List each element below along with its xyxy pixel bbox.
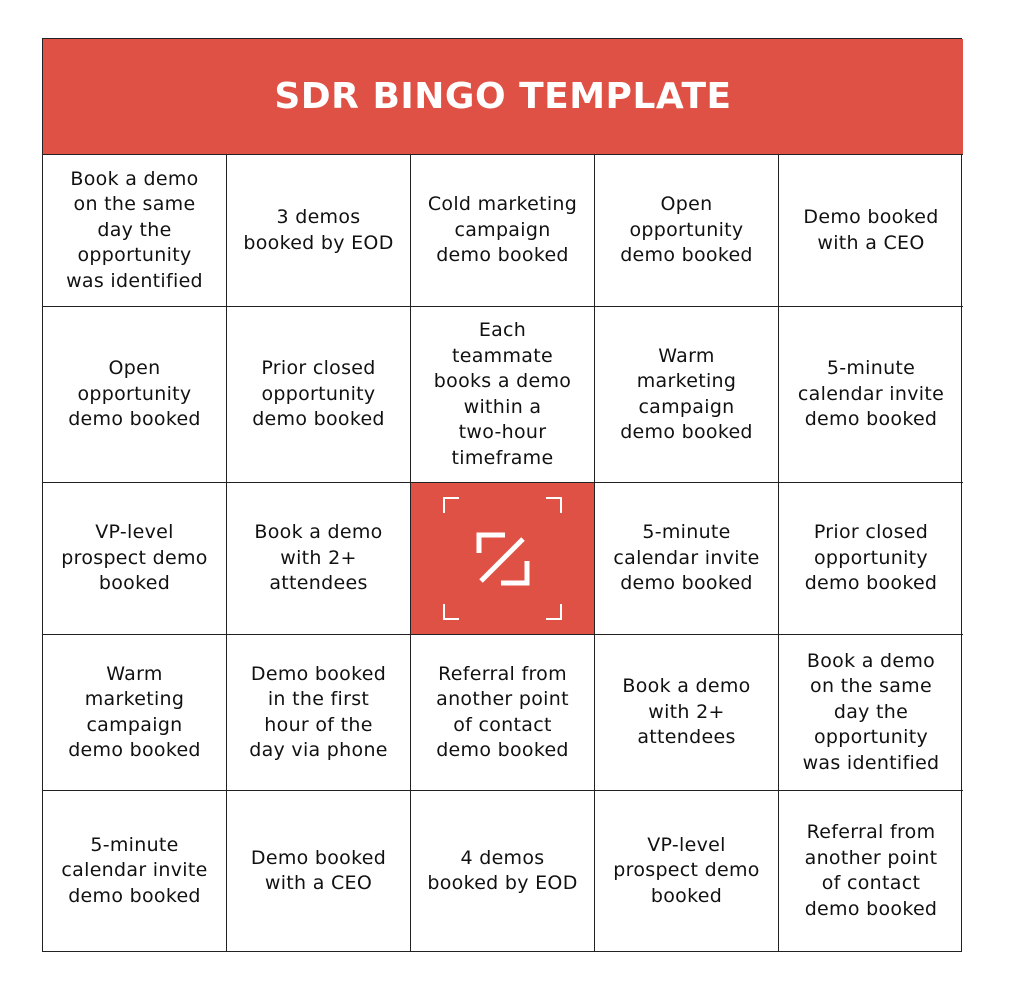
bingo-cell-r4c5: Book a demo on the same day the opportunity was identified <box>779 635 963 791</box>
bingo-cell-r3c5: Prior closed opportunity demo booked <box>779 483 963 635</box>
bingo-cell-r1c1: Book a demo on the same day the opportunity was identified <box>43 155 227 307</box>
bingo-cell-r4c3: Referral from another point of contact demo booked <box>411 635 595 791</box>
frame-corner-bottom-right <box>546 604 562 620</box>
bingo-cell-r5c1: 5-minute calendar invite demo booked <box>43 791 227 951</box>
bingo-cell-r4c2: Demo booked in the first hour of the day via phone <box>227 635 411 791</box>
free-space-cell <box>411 483 595 635</box>
bingo-cell-r2c3: Each teammate books a demo within a two-hour timeframe <box>411 307 595 483</box>
bingo-cell-r5c3: 4 demos booked by EOD <box>411 791 595 951</box>
bingo-cell-r1c5: Demo booked with a CEO <box>779 155 963 307</box>
bingo-cell-r1c2: 3 demos booked by EOD <box>227 155 411 307</box>
bingo-cell-r5c2: Demo booked with a CEO <box>227 791 411 951</box>
frame-corner-top-left <box>443 497 459 513</box>
bingo-cell-r3c4: 5-minute calendar invite demo booked <box>595 483 779 635</box>
bingo-cell-r2c4: Warm marketing campaign demo booked <box>595 307 779 483</box>
bingo-cell-r3c2: Book a demo with 2+ attendees <box>227 483 411 635</box>
title-banner <box>43 39 963 155</box>
bingo-cell-r1c3: Cold marketing campaign demo booked <box>411 155 595 307</box>
bingo-board <box>42 38 962 952</box>
frame-corner-bottom-left <box>443 604 459 620</box>
bingo-cell-r3c1: VP-level prospect demo booked <box>43 483 227 635</box>
bingo-cell-r4c1: Warm marketing campaign demo booked <box>43 635 227 791</box>
bingo-cell-r2c1: Open opportunity demo booked <box>43 307 227 483</box>
page-title: SDR BINGO TEMPLATE <box>274 76 732 117</box>
bingo-cell-r5c4: VP-level prospect demo booked <box>595 791 779 951</box>
bingo-cell-r2c5: 5-minute calendar invite demo booked <box>779 307 963 483</box>
bingo-cell-r1c4: Open opportunity demo booked <box>595 155 779 307</box>
bingo-cell-r2c2: Prior closed opportunity demo booked <box>227 307 411 483</box>
frame-corner-top-right <box>546 497 562 513</box>
zoominfo-z-logo-icon <box>475 531 531 587</box>
bingo-cell-r4c4: Book a demo with 2+ attendees <box>595 635 779 791</box>
bingo-cell-r5c5: Referral from another point of contact demo booked <box>804 821 938 920</box>
